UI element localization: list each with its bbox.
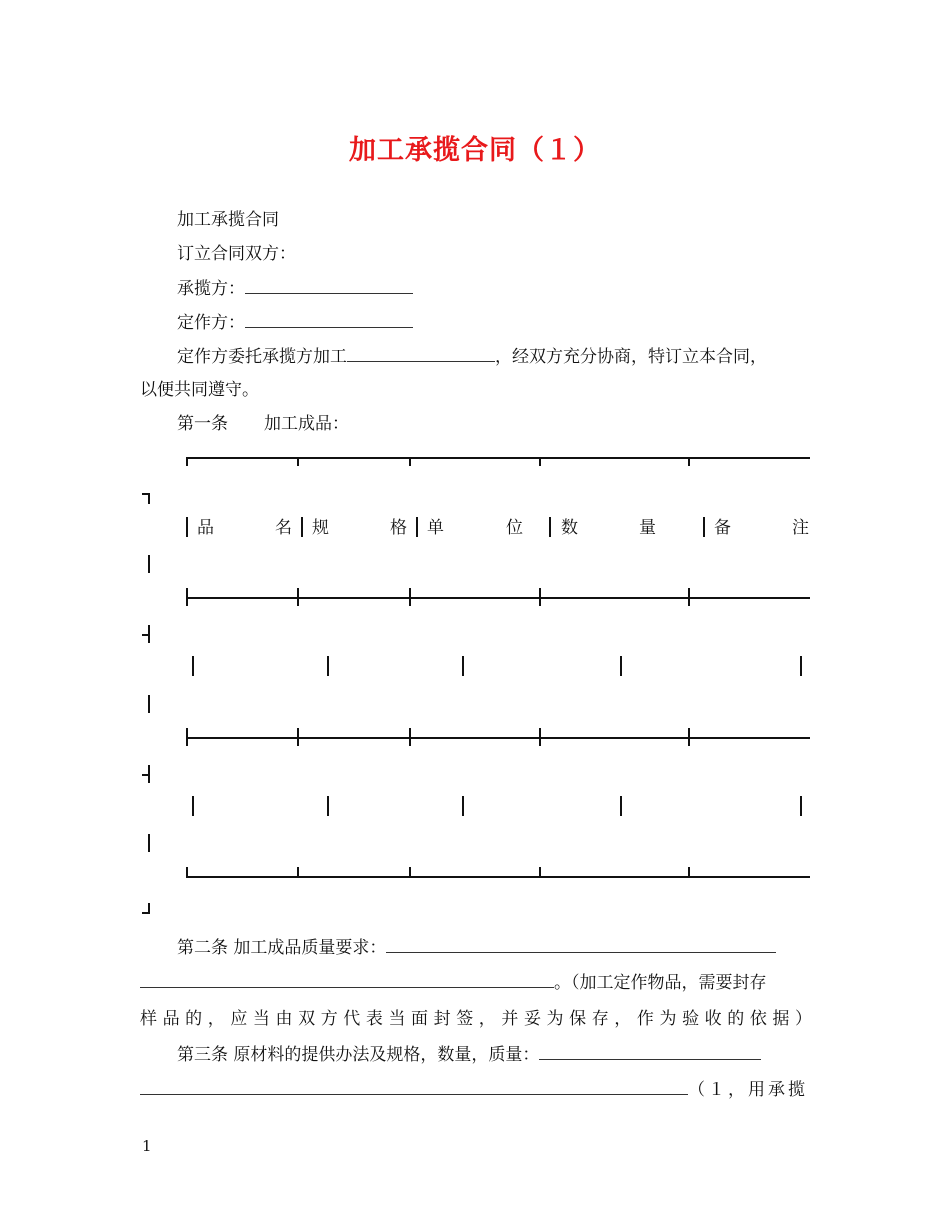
- table-header-remarks: 备 注: [714, 518, 809, 538]
- orderer-blank[interactable]: [245, 311, 413, 328]
- intro-text-a: 定作方委托承揽方加工: [177, 347, 347, 367]
- table-header-spec: 规 格: [312, 518, 407, 538]
- table-row-rule: [186, 737, 810, 739]
- article-3-line: [177, 1043, 812, 1066]
- table-top-rule: [186, 457, 810, 459]
- table-header-unit: 单 位: [427, 518, 523, 538]
- article-2-text: 加工成品质量要求：: [233, 938, 387, 958]
- contract-heading: 加工承揽合同: [177, 210, 279, 230]
- document-title: 加工承揽合同（１）: [349, 135, 601, 166]
- page-number: 1: [142, 1137, 152, 1155]
- article-1-text: 加工成品：: [264, 414, 349, 434]
- contractor-line: [177, 277, 812, 300]
- table-header-name: 品 名: [197, 518, 292, 538]
- article-1-label: 第一条: [177, 414, 228, 434]
- article-2-line-2: [140, 971, 812, 994]
- quality-blank[interactable]: [386, 936, 776, 953]
- parties-line: 订立合同双方：: [177, 244, 296, 264]
- materials-blank[interactable]: [539, 1043, 761, 1060]
- orderer-line: [177, 311, 812, 334]
- table-row-rule: [186, 597, 810, 599]
- article-2-line: [177, 936, 812, 959]
- article-1-line: [177, 413, 812, 435]
- orderer-label: 定作方：: [177, 313, 245, 333]
- article-3-label: 第三条: [177, 1045, 228, 1065]
- intro-line: [177, 345, 812, 368]
- article-2-line-3: 样品的，应当由双方代表当面封签，并妥为保存，作为验收的依据）: [140, 1009, 812, 1029]
- table-bottom-rule: [186, 876, 810, 878]
- processing-item-blank[interactable]: [347, 345, 495, 362]
- article-2-label: 第二条: [177, 938, 228, 958]
- materials-blank-2[interactable]: [140, 1078, 688, 1095]
- contractor-label: 承揽方：: [177, 279, 245, 299]
- intro-text-b: ，经双方充分协商，特订立本合同，: [495, 347, 767, 367]
- article-3-line-2: [140, 1078, 812, 1101]
- quality-blank-2[interactable]: [140, 971, 554, 988]
- article-3-tail: （１，用承揽: [688, 1080, 808, 1100]
- intro-line-2: 以便共同遵守。: [140, 380, 259, 400]
- contractor-blank[interactable]: [245, 277, 413, 294]
- article-2-tail: 。（加工定作物品，需要封存: [554, 973, 767, 993]
- article-3-text: 原材料的提供办法及规格，数量，质量：: [233, 1045, 540, 1065]
- table-header-quantity: 数 量: [561, 518, 656, 538]
